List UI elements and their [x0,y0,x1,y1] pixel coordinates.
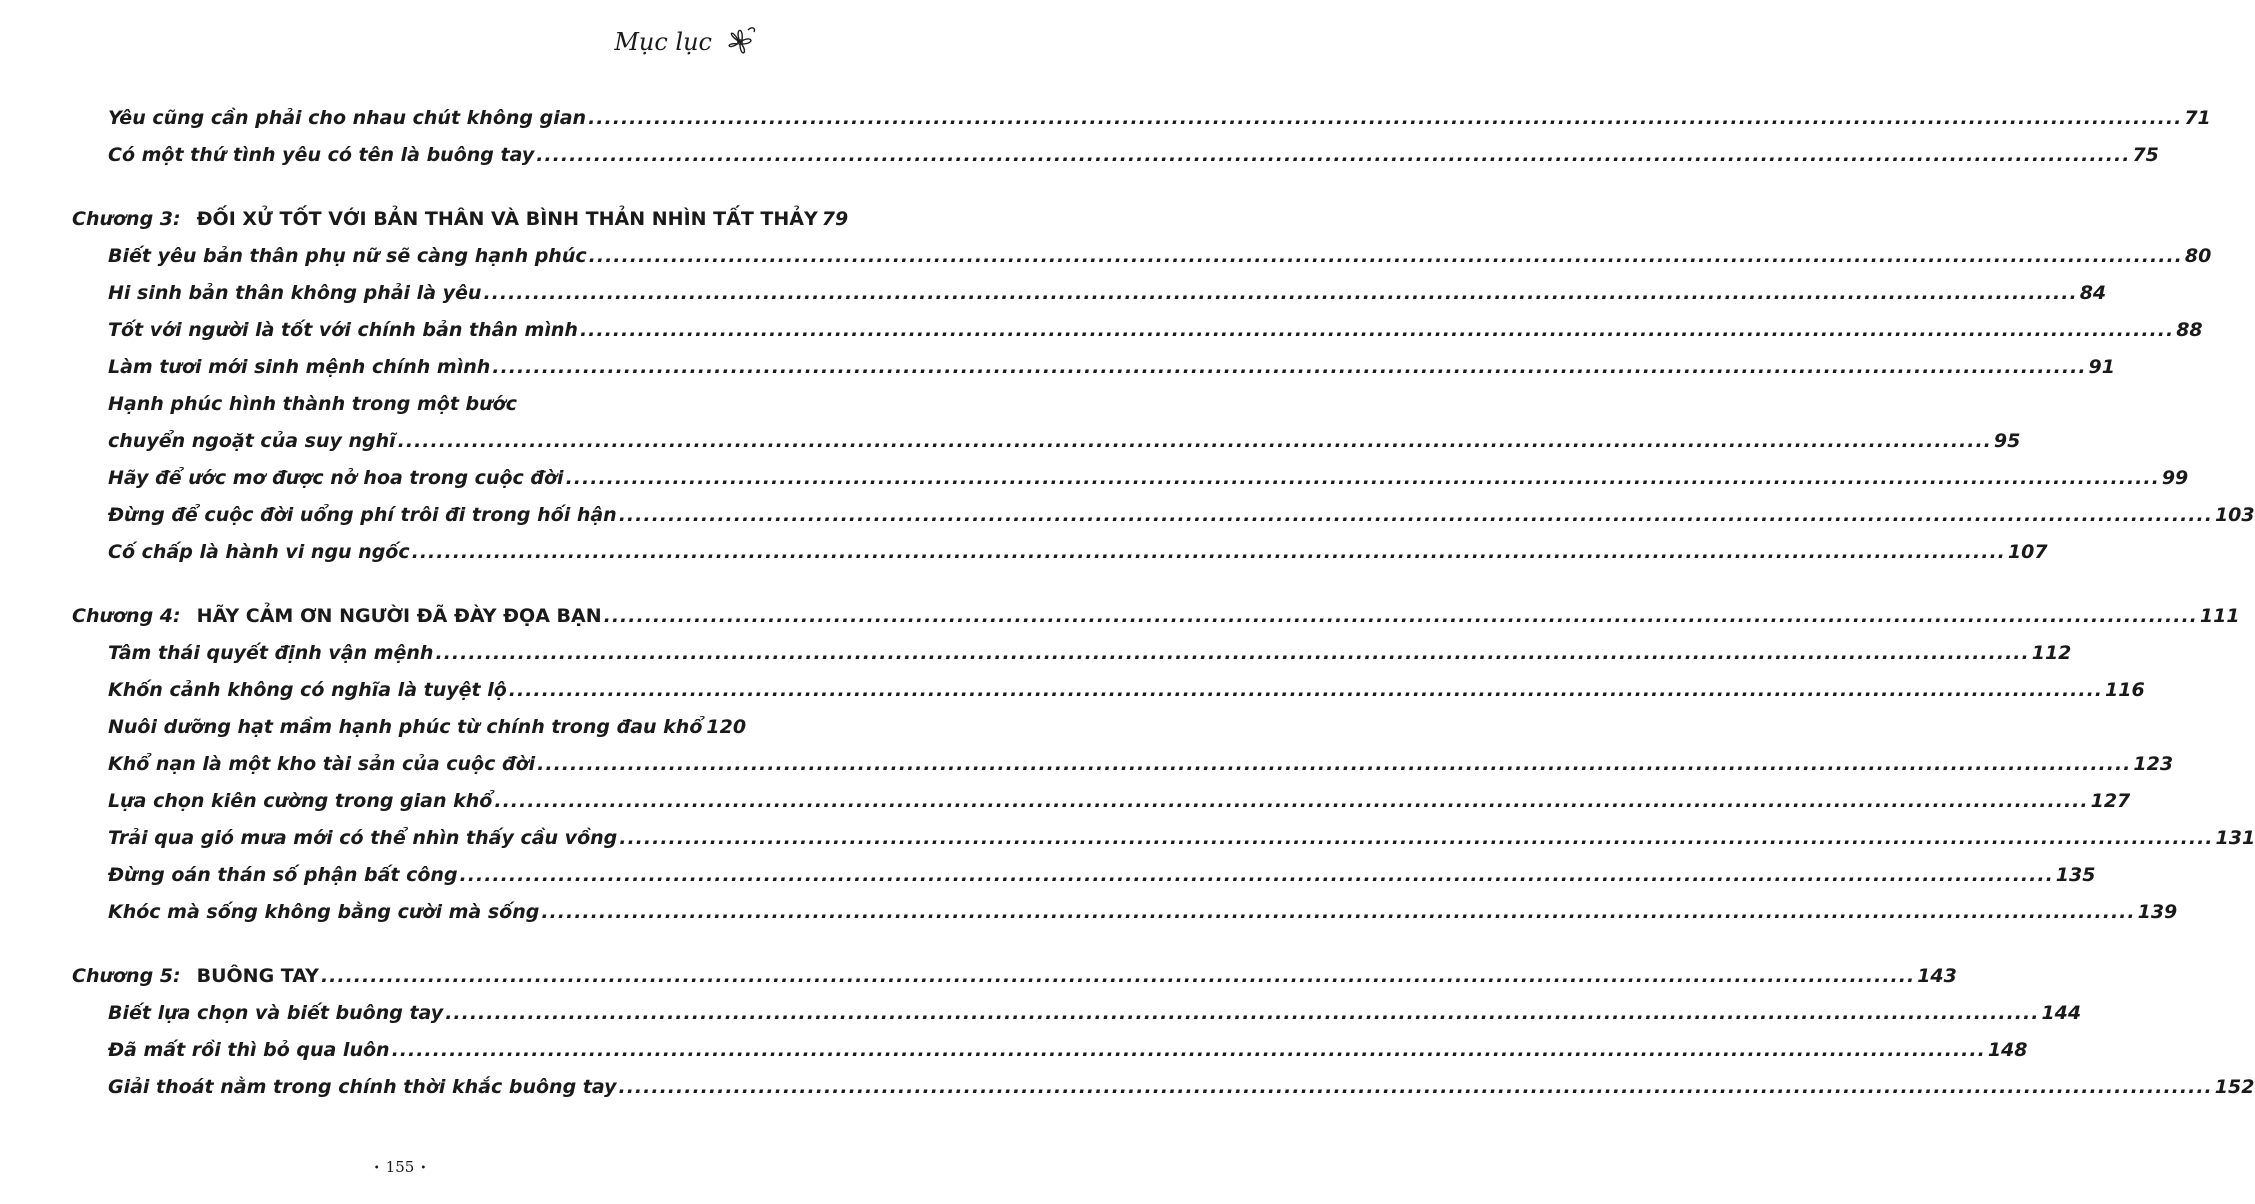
page-ref: 103 [2214,504,2255,526]
dot-leader [604,605,2198,627]
dot-leader [619,504,2213,526]
page-ref: 135 [2055,864,2096,886]
toc-entry [0,1024,2028,1061]
entry-title: Tốt với người là tốt với chính bản thân mình [108,319,578,341]
entry-title: Làm tươi mới sinh mệnh chính mình [108,356,491,378]
entry-title: Khóc mà sống không bằng cười mà sống [108,901,540,923]
toc-entry [0,452,2189,489]
toc-entry [0,987,2082,1024]
page-ref: 131 [2215,827,2255,849]
page-title: Mục lục [614,28,712,56]
page-ref: 112 [2031,642,2072,664]
entry-title: Đừng oán thán số phận bất công [108,864,458,886]
toc-entry [0,378,800,415]
flower-icon [720,22,760,62]
page-ref: 99 [2161,467,2189,489]
entry-title: Nuôi dưỡng hạt mầm hạnh phúc từ chính trong đau khổ [108,716,703,738]
toc-entry [0,341,2115,378]
dot-leader [483,282,2077,304]
dot-leader [580,319,2174,341]
page-header [614,22,760,62]
toc-entry [0,129,2159,166]
entry-title: Đừng để cuộc đời uổng phí trôi đi trong hối hận [108,504,617,526]
entry-title: Lựa chọn kiên cường trong gian khổ [108,790,493,812]
page-ref: 143 [1917,965,1957,987]
toc-entry [0,849,2096,886]
page-ref: 111 [2199,605,2240,627]
page-footer [0,1158,800,1176]
bullet-icon: • [420,1162,427,1174]
toc-entry [0,1061,2255,1098]
table-of-contents [0,92,2255,1098]
toc-chapter [0,947,1957,987]
dot-leader [509,679,2103,701]
dot-leader [460,864,2054,886]
entry-title: Giải thoát nằm trong chính thời khắc buông tay [108,1076,617,1098]
page-ref: 95 [1993,430,2021,452]
page-number: 155 [385,1158,415,1176]
toc-chapter [0,190,849,230]
toc-entry [0,92,2211,129]
entry-title: chuyển ngoặt của suy nghĩ [108,430,396,452]
page-ref: 88 [2176,319,2203,341]
page-ref: 84 [2079,282,2107,304]
entry-title: Yêu cũng cần phải cho nhau chút không gian [108,107,587,129]
chapter-label: Chương 3: [72,208,181,230]
entry-title: Biết lựa chọn và biết buông tay [108,1002,444,1024]
page-ref: 79 [821,208,849,230]
entry-title: Tâm thái quyết định vận mệnh [108,642,434,664]
chapter-title: BUÔNG TAY [196,965,319,987]
entry-title: Khổ nạn là một kho tài sản của cuộc đời [108,753,536,775]
page-ref: 116 [2105,679,2145,701]
page-ref: 148 [1987,1039,2028,1061]
entry-title: Đã mất rồi thì bỏ qua luôn [108,1039,390,1061]
chapter-title: ĐỐI XỬ TỐT VỚI BẢN THÂN VÀ BÌNH THẢN NHÌN TẤT THẢY [196,208,818,230]
dot-leader [619,827,2213,849]
toc-entry [0,526,2048,563]
entry-title: Trải qua gió mưa mới có thể nhìn thấy cầu vồng [108,827,618,849]
dot-leader [541,901,2135,923]
entry-title: Cố chấp là hành vi ngu ngốc [108,541,410,563]
dot-leader [619,1076,2213,1098]
entry-title: Biết yêu bản thân phụ nữ sẽ càng hạnh phúc [108,245,587,267]
dot-leader [588,107,2182,129]
toc-entry [0,701,800,738]
page-ref: 127 [2090,790,2131,812]
dot-leader [445,1002,2039,1024]
toc-entry [0,775,2131,812]
dot-leader [435,642,2029,664]
toc-entry [0,489,2255,526]
dot-leader [321,965,1915,987]
toc-entry [0,267,2107,304]
chapter-label: Chương 5: [72,965,181,987]
dot-leader [537,753,2131,775]
entry-title: Hãy để ước mơ được nở hoa trong cuộc đời [108,467,564,489]
page-ref: 91 [2088,356,2115,378]
dot-leader [494,790,2088,812]
toc-entry [0,886,2178,923]
toc-entry [0,415,2021,452]
entry-title: Khốn cảnh không có nghĩa là tuyệt lộ [108,679,507,701]
toc-entry [0,627,2072,664]
chapter-title: HÃY CẢM ƠN NGƯỜI ĐÃ ĐÀY ĐỌA BẠN [196,605,602,627]
entry-title: Hạnh phúc hình thành trong một bước [108,393,517,415]
page-ref: 139 [2137,901,2178,923]
toc-entry [0,738,2174,775]
entry-title: Có một thứ tình yêu có tên là buông tay [108,144,535,166]
toc-entry [0,812,2255,849]
page-ref: 107 [2007,541,2048,563]
page-ref: 120 [706,716,747,738]
bullet-icon: • [373,1162,380,1174]
dot-leader [398,430,1992,452]
toc-entry [0,230,2212,267]
page-ref: 152 [2214,1076,2255,1098]
dot-leader [566,467,2160,489]
entry-title: Hi sinh bản thân không phải là yêu [108,282,482,304]
dot-leader [492,356,2086,378]
chapter-label: Chương 4: [72,605,181,627]
dot-leader [536,144,2130,166]
page-ref: 71 [2184,107,2211,129]
toc-entry [0,664,2145,701]
dot-leader [589,245,2183,267]
toc-entry [0,304,2203,341]
page-ref: 75 [2132,144,2159,166]
page-ref: 123 [2133,753,2174,775]
toc-chapter [0,587,2240,627]
page-ref: 80 [2184,245,2212,267]
dot-leader [412,541,2006,563]
dot-leader [392,1039,1986,1061]
page-ref: 144 [2041,1002,2082,1024]
